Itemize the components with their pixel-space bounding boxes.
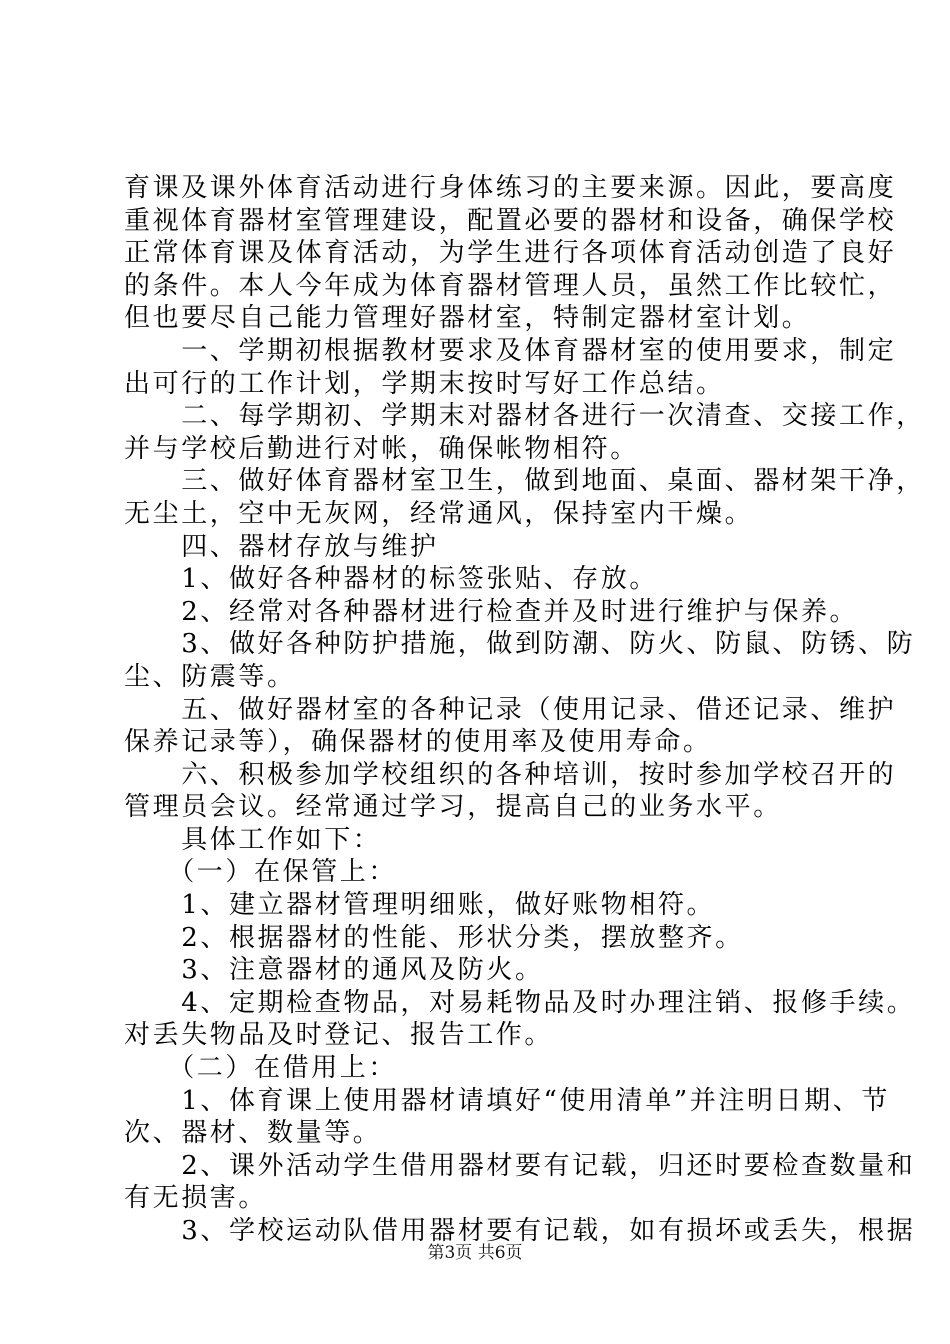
text-line: 六、积极参加学校组织的各种培训，按时参加学校召开的	[124, 759, 897, 790]
text-line: 出可行的工作计划，学期末按时写好工作总结。	[124, 368, 725, 399]
text-line: 对丢失物品及时登记、报告工作。	[124, 1020, 554, 1051]
text-line: 育课及课外体育活动进行身体练习的主要来源。因此，要高度	[124, 173, 897, 203]
text-line: 的条件。本人今年成为体育器材管理人员，虽然工作比较忙，	[124, 270, 897, 301]
text-line: 次、器材、数量等。	[124, 1118, 382, 1149]
document-body	[124, 172, 925, 1248]
text-line: 2、课外活动学生借用器材要有记载，归还时要检查数量和	[124, 1150, 916, 1181]
text-line: 3、做好各种防护措施，做到防潮、防火、防鼠、防锈、防	[124, 629, 916, 660]
text-line: 无尘土，空中无灰网，经常通风，保持室内干燥。	[124, 498, 754, 529]
text-line: 1、做好各种器材的标签张贴、存放。	[124, 564, 658, 595]
text-line: 2、根据器材的性能、形状分类，摆放整齐。	[124, 922, 744, 953]
text-line: （一）在保管上：	[124, 857, 398, 888]
text-line: 保养记录等），确保器材的使用率及使用寿命。	[124, 727, 712, 758]
text-line: 具体工作如下：	[124, 824, 382, 855]
text-line: 四、器材存放与维护	[124, 531, 439, 562]
text-line: 4、定期检查物品，对易耗物品及时办理注销、报修手续。	[124, 987, 916, 1018]
text-line: 五、做好器材室的各种记录（使用记录、借还记录、维护	[124, 694, 897, 725]
text-line: 二、每学期初、学期末对器材各进行一次清查、交接工作，	[124, 401, 925, 432]
text-line: 2、经常对各种器材进行检查并及时进行维护与保养。	[124, 596, 859, 627]
text-line: 三、做好体育器材室卫生，做到地面、桌面、器材架干净，	[124, 466, 925, 497]
text-line: 尘、防震等。	[124, 661, 296, 692]
text-line: 有无损害。	[124, 1183, 268, 1214]
text-line: 正常体育课及体育活动，为学生进行各项体育活动创造了良好	[124, 238, 897, 269]
text-line: 管理员会议。经常通过学习，提高自己的业务水平。	[124, 792, 782, 823]
text-line: 1、体育课上使用器材请填好“使用清单”并注明日期、节	[124, 1085, 890, 1116]
text-line: 3、学校运动队借用器材要有记载，如有损坏或丢失，根据	[124, 1216, 916, 1246]
text-line: 并与学校后勤进行对帐，确保帐物相符。	[124, 433, 639, 464]
text-line: 3、注意器材的通风及防火。	[124, 955, 544, 986]
text-line: （二）在借用上：	[124, 1053, 398, 1084]
text-line: 一、学期初根据教材要求及体育器材室的使用要求，制定	[124, 335, 897, 366]
text-line: 但也要尽自己能力管理好器材室，特制定器材室计划。	[124, 303, 811, 334]
text-line: 1、建立器材管理明细账，做好账物相符。	[124, 890, 716, 921]
text-line: 重视体育器材室管理建设，配置必要的器材和设备，确保学校	[124, 205, 897, 236]
page-footer: 第3页 共6页	[427, 1243, 523, 1263]
